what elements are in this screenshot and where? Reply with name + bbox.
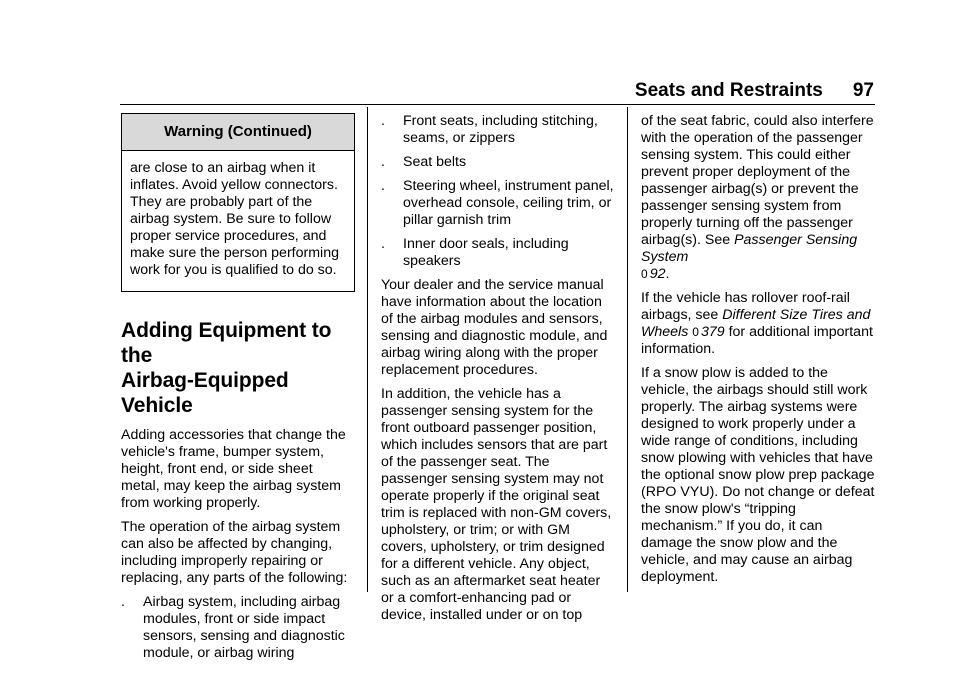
- header-rule: [120, 104, 875, 105]
- paragraph-text: If the vehicle has rollover roof-rail airbags, see: [641, 290, 850, 323]
- section-heading-line1: Adding Equipment to the: [121, 319, 332, 367]
- paragraph: Adding accessories that change the vehicle's frame, bumper system, height, front end, or side sheet metal, may keep the airbag system from working properly.: [121, 427, 346, 511]
- section-heading: [121, 318, 354, 418]
- page-reference-icon: 0: [641, 267, 648, 281]
- list-item-text: Airbag system, including airbag modules, front or side impact sensors, sensing and diagnostic module, or airbag wiring: [143, 594, 345, 661]
- list-item-text: Seat belts: [403, 154, 467, 170]
- list-item-text: Inner door seals, including speakers: [403, 236, 569, 269]
- cross-reference-link[interactable]: Passenger Sensing System: [641, 232, 858, 265]
- paragraph: [641, 290, 875, 358]
- list-item: [381, 178, 614, 229]
- section-name: Seats and Restraints: [634, 80, 823, 101]
- bullet-mark: .: [381, 236, 385, 252]
- list-item-text: Steering wheel, instrument panel, overhead console, ceiling trim, or pillar garnish trim: [403, 178, 614, 228]
- page-reference[interactable]: 92: [649, 266, 666, 282]
- section-heading-line2: Airbag-Equipped Vehicle: [121, 369, 289, 417]
- column-divider: [627, 107, 628, 592]
- paragraph: [641, 113, 875, 283]
- cross-reference-link[interactable]: Different Size Tires and Wheels: [641, 307, 871, 340]
- list-item-text: Front seats, including stitching, seams, or zippers: [403, 113, 598, 146]
- column-divider: [367, 107, 368, 592]
- page-reference-icon: 0: [692, 325, 699, 339]
- paragraph-text: .: [665, 266, 670, 282]
- bullet-mark: .: [381, 113, 385, 129]
- column-1: [121, 113, 354, 669]
- paragraph: If a snow plow is added to the vehicle, the airbags should still work properly. The airbag systems were designed to work properly under a wide range of conditions, including snow plowing with vehicles that have the optional snow plow prep package (RPO VYU). Do not change or defeat the snow plow's “tripping mechanism.” If you do, it can damage the snow plow and the vehicle, and may cause an airbag deployment.: [641, 365, 875, 585]
- column-3: [641, 113, 875, 593]
- paragraph-text: of the seat fabric, could also interfere with the operation of the passenger sensing system. This could either prevent proper deployment of the passenger airbag(s) or prevent the passenger sensing system from properly turning off the passenger airbag(s). See: [641, 113, 874, 248]
- running-header: [635, 80, 874, 102]
- paragraph: The operation of the airbag system can also be affected by changing, including improperly repairing or replacing, any parts of the following:: [121, 519, 348, 586]
- paragraph: Your dealer and the service manual have information about the location of the airbag modules and sensors, sensing and diagnostic module, and airbag wiring along with the proper replacement procedures.: [381, 277, 608, 378]
- bullet-mark: .: [381, 154, 385, 170]
- warning-title: Warning (Continued): [122, 114, 354, 151]
- list-item: [381, 154, 614, 171]
- bullet-mark: .: [381, 178, 385, 194]
- list-item: [381, 113, 614, 147]
- warning-box: [121, 113, 355, 292]
- list-item: [121, 594, 354, 662]
- list-item: [381, 236, 614, 270]
- column-2: [381, 113, 614, 631]
- bullet-mark: .: [121, 594, 125, 610]
- paragraph-text: for additional important information.: [641, 324, 873, 357]
- page-reference[interactable]: 379: [700, 324, 725, 340]
- warning-text: are close to an airbag when it inflates. Avoid yellow connectors. They are probably part of the airbag system. Be sure to follow proper service procedures, and make sure the person performing work for you is qualified to do so.: [130, 160, 339, 278]
- paragraph: In addition, the vehicle has a passenger sensing system for the front outboard passenger position, which includes sensors that are part of the passenger seat. The passenger sensing system may not operate properly if the original seat trim is replaced with non-GM covers, upholstery, or trim; or with GM covers, upholstery, or trim designed for a different vehicle. Any object, such as an aftermarket seat heater or a comfort-enhancing pad or device, installed under or on top: [381, 386, 612, 623]
- page-number: 97: [852, 80, 874, 101]
